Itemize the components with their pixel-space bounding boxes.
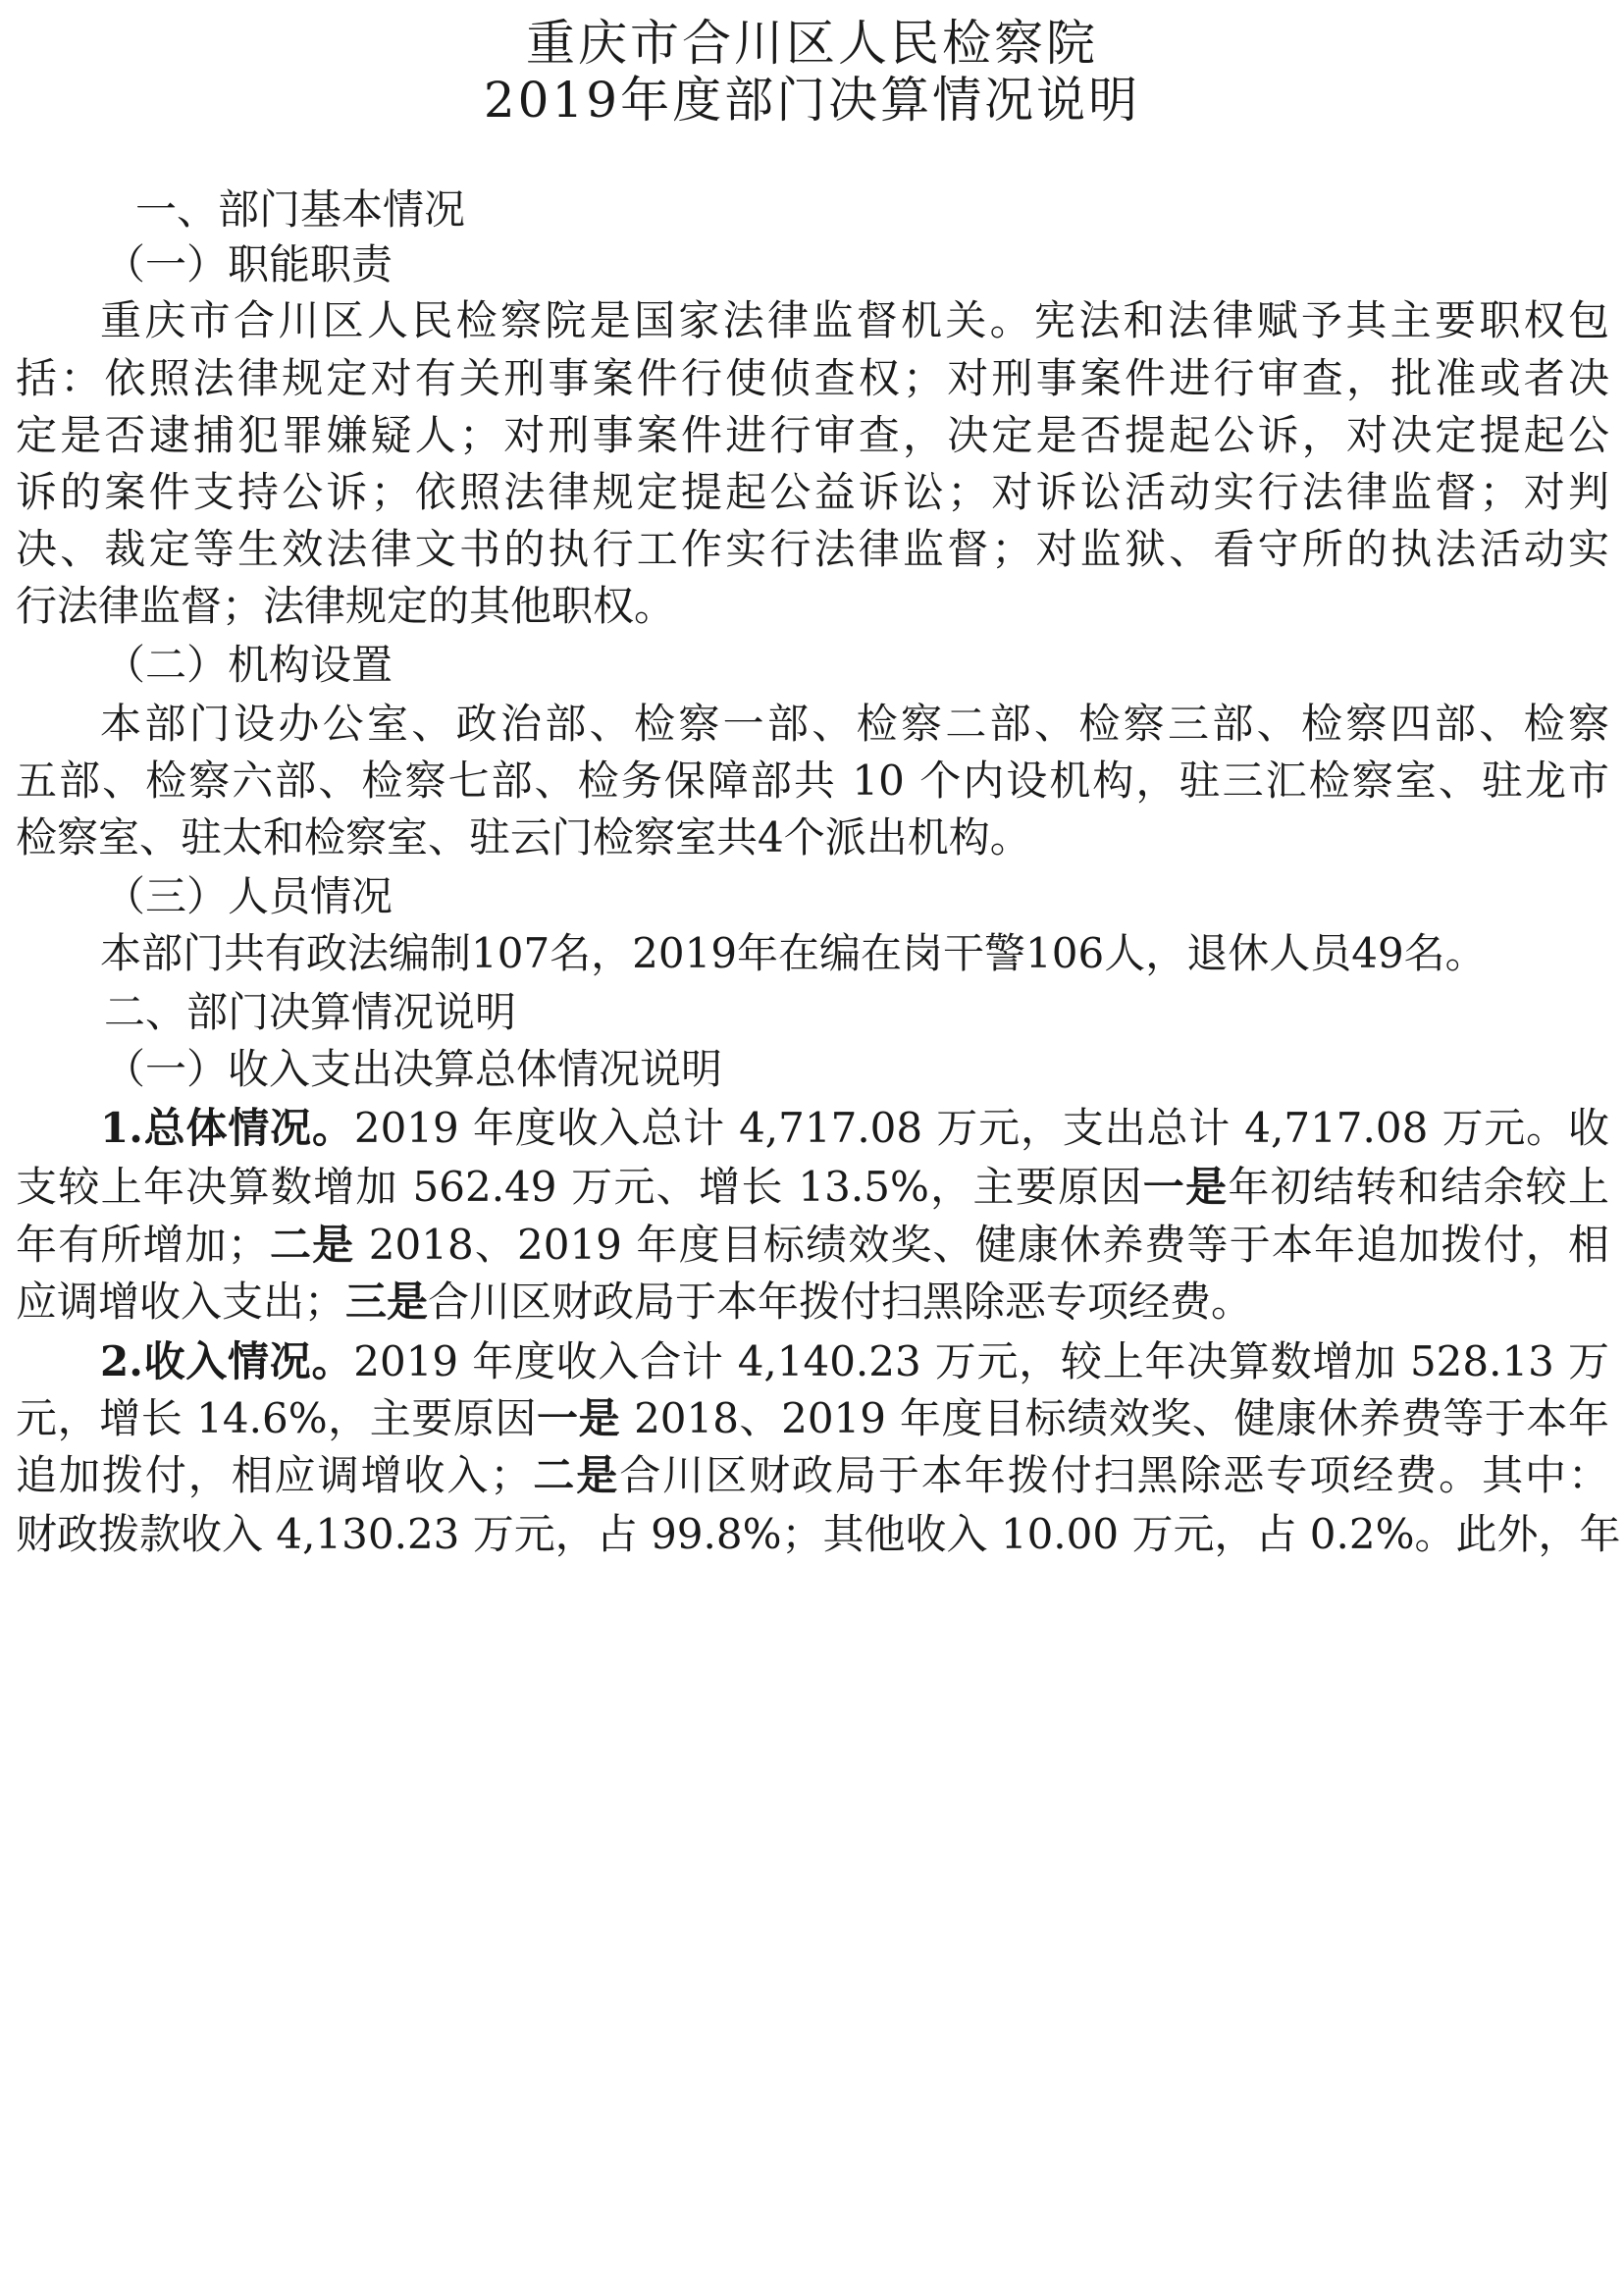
paragraph-line: 1.总体情况。2019 年度收入总计 4,717.08 万元，支出总计 4,717.08 万元。收 bbox=[100, 1104, 1609, 1152]
paragraph-line: 元，增长 14.6%，主要原因一是 2018、2019 年度目标绩效奖、健康休养费等于本年 bbox=[16, 1394, 1609, 1442]
document-title-line1: 重庆市合川区人民检察院 bbox=[526, 15, 1098, 72]
paragraph-line: 本部门设办公室、政治部、检察一部、检察二部、检察三部、检察四部、检察 bbox=[100, 700, 1609, 748]
section2-heading: 二、部门决算情况说明 bbox=[104, 988, 517, 1036]
paragraph-line: 定是否逮捕犯罪嫌疑人；对刑事案件进行审查，决定是否提起公诉，对决定提起公 bbox=[16, 411, 1609, 459]
paragraph-line: 追加拨付，相应调增收入；二是合川区财政局于本年拨付扫黑除恶专项经费。其中： bbox=[16, 1451, 1609, 1499]
income-label: 2.收入情况。 bbox=[100, 1337, 354, 1385]
paragraph-line: 检察室、驻太和检察室、驻云门检察室共4个派出机构。 bbox=[16, 813, 1031, 861]
paragraph-line: 年有所增加；二是 2018、2019 年度目标绩效奖、健康休养费等于本年追加拨付，相 bbox=[16, 1221, 1609, 1269]
section1-sub2-heading: （二）机构设置 bbox=[104, 641, 393, 689]
paragraph-line: 财政拨款收入 4,130.23 万元，占 99.8%；其他收入 10.00 万元，占 0.2%。此外，年 bbox=[16, 1510, 1621, 1558]
paragraph-line: 行法律监督；法律规定的其他职权。 bbox=[16, 582, 676, 630]
section1-sub3-heading: （三）人员情况 bbox=[104, 872, 393, 920]
paragraph-line: 2.收入情况。2019 年度收入合计 4,140.23 万元，较上年决算数增加 528.13 万 bbox=[100, 1337, 1609, 1385]
paragraph-line: 五部、检察六部、检察七部、检务保障部共 10 个内设机构，驻三汇检察室、驻龙市 bbox=[16, 756, 1609, 805]
document-title-line2: 2019年度部门决算情况说明 bbox=[483, 72, 1141, 129]
paragraph-line: 支较上年决算数增加 562.49 万元、增长 13.5%，主要原因一是年初结转和结余较上 bbox=[16, 1163, 1609, 1211]
section1-sub1-heading: （一）职能职责 bbox=[104, 240, 393, 288]
paragraph-line: 诉的案件支持公诉；依照法律规定提起公益诉讼；对诉讼活动实行法律监督；对判 bbox=[16, 468, 1609, 516]
section2-sub1-heading: （一）收入支出决算总体情况说明 bbox=[104, 1045, 723, 1093]
paragraph-line: 决、裁定等生效法律文书的执行工作实行法律监督；对监狱、看守所的执法活动实 bbox=[16, 525, 1609, 573]
section1-heading: 一、部门基本情况 bbox=[135, 185, 466, 234]
paragraph-line: 应调增收入支出；三是合川区财政局于本年拨付扫黑除恶专项经费。 bbox=[16, 1278, 1253, 1326]
overall-label: 1.总体情况。 bbox=[100, 1104, 354, 1152]
paragraph-line: 本部门共有政法编制107名，2019年在编在岗干警106人，退休人员49名。 bbox=[100, 929, 1487, 977]
paragraph-line: 括：依照法律规定对有关刑事案件行使侦查权；对刑事案件进行审查，批准或者决 bbox=[16, 354, 1609, 402]
paragraph-line: 重庆市合川区人民检察院是国家法律监督机关。宪法和法律赋予其主要职权包 bbox=[100, 296, 1609, 344]
